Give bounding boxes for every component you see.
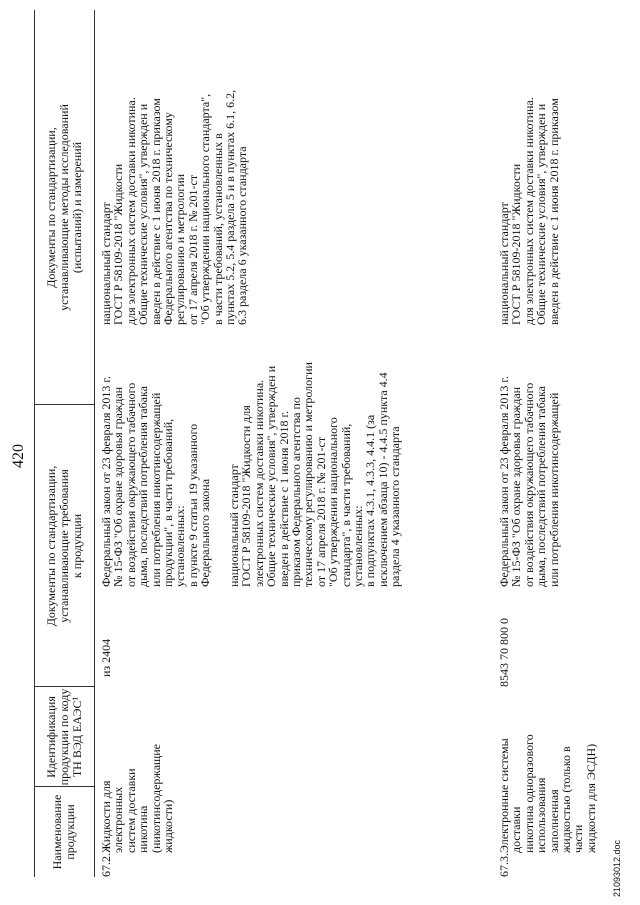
header-tn-ved-code-text: Идентификация продукции по коду ТН ВЭД ЕАЭС¹ xyxy=(43,688,84,786)
methods-standard-cell: национальный стандарт ГОСТ Р 58109-2018 "Жидкости для электронных систем доставки никотина. Общие технические условия", утвержден и введен в действие с 1 июня 2018 г. приказом xyxy=(497,97,561,325)
row-number: 67.2. xyxy=(99,853,113,877)
page-number: 420 xyxy=(10,444,27,468)
header-bottom-border xyxy=(94,10,95,877)
requirements-law-cell: Федеральный закон от 23 февраля 2013 г. № 15-ФЗ "Об охране здоровья граждан от воздействия окружающего табачного дыма, последствий потребления табака или потребления никотинсодержащей продукции", в части требований, установленных: в пункте 9 статьи 19 указанного Федерального закона xyxy=(99,376,213,587)
product-name-cell: Электронные системы доставки никотина одноразового использования заполненная жидкостью (только в части жидкости для ЭСДН) xyxy=(497,734,598,853)
header-product-name-text: Наименование продукции xyxy=(50,794,77,870)
methods-standard-cell: национальный стандарт ГОСТ Р 58109-2018 "Жидкости для электронных систем доставки никотина. Общие технические условия", утвержден и введен в действие с 1 июня 2018 г. приказом Федерального агентства по техническому регулированию и метрологии от 17 апреля 2018 г. № 201-ст "Об утверждении национального стандарта", в части требований, установленных в пунктах 5.2, 5.4 раздела 5 и в пунктах 6.1, 6.2, 6.3 раздела 6 указанного стандарта xyxy=(99,89,250,325)
header-method-docs-text: Документы по стандартизации, устанавливающие методы исследований (испытаний) и измерений xyxy=(43,104,84,311)
header-requirement-docs-text: Документы по стандартизации, устанавливающие требования к продукции xyxy=(43,465,84,627)
tn-ved-code-cell: 8543 70 800 0 xyxy=(497,618,511,687)
header-tn-ved-code xyxy=(34,687,94,787)
header-requirement-docs xyxy=(34,405,94,687)
tn-ved-code-cell: из 2404 xyxy=(99,638,113,677)
header-product-name xyxy=(34,787,94,877)
row-number: 67.3. xyxy=(497,853,511,877)
product-name-cell: Жидкости для электронных систем доставки никотина (никотинсодержащие жидкости) xyxy=(99,743,176,853)
requirements-law-cell: Федеральный закон от 23 февраля 2013 г. № 15-ФЗ "Об охране здоровья граждан от воздействия окружающего табачного дыма, последствий потребления табака или потребления никотинсодержащей xyxy=(497,376,561,587)
requirements-standard-cell: национальный стандарт ГОСТ Р 58109-2018 "Жидкости для электронных систем доставки никотина. Общие технические условия", утвержден и введен в действие с 1 июня 2018 г. приказом Федерального агентства по техническому регулированию и метрологии от 17 апреля 2018 г. № 201-ст "Об утверждении национального стандарта", в части требований, установленных: в подпунктах 4.3.1, 4.3.3, 4.4.1 (за исключением абзаца 10) - 4.4.5 пункта 4.4 раздела 4 указанного стандарта xyxy=(227,362,403,587)
header-method-docs xyxy=(34,10,94,405)
document-code: 21093012.doc xyxy=(612,839,622,897)
